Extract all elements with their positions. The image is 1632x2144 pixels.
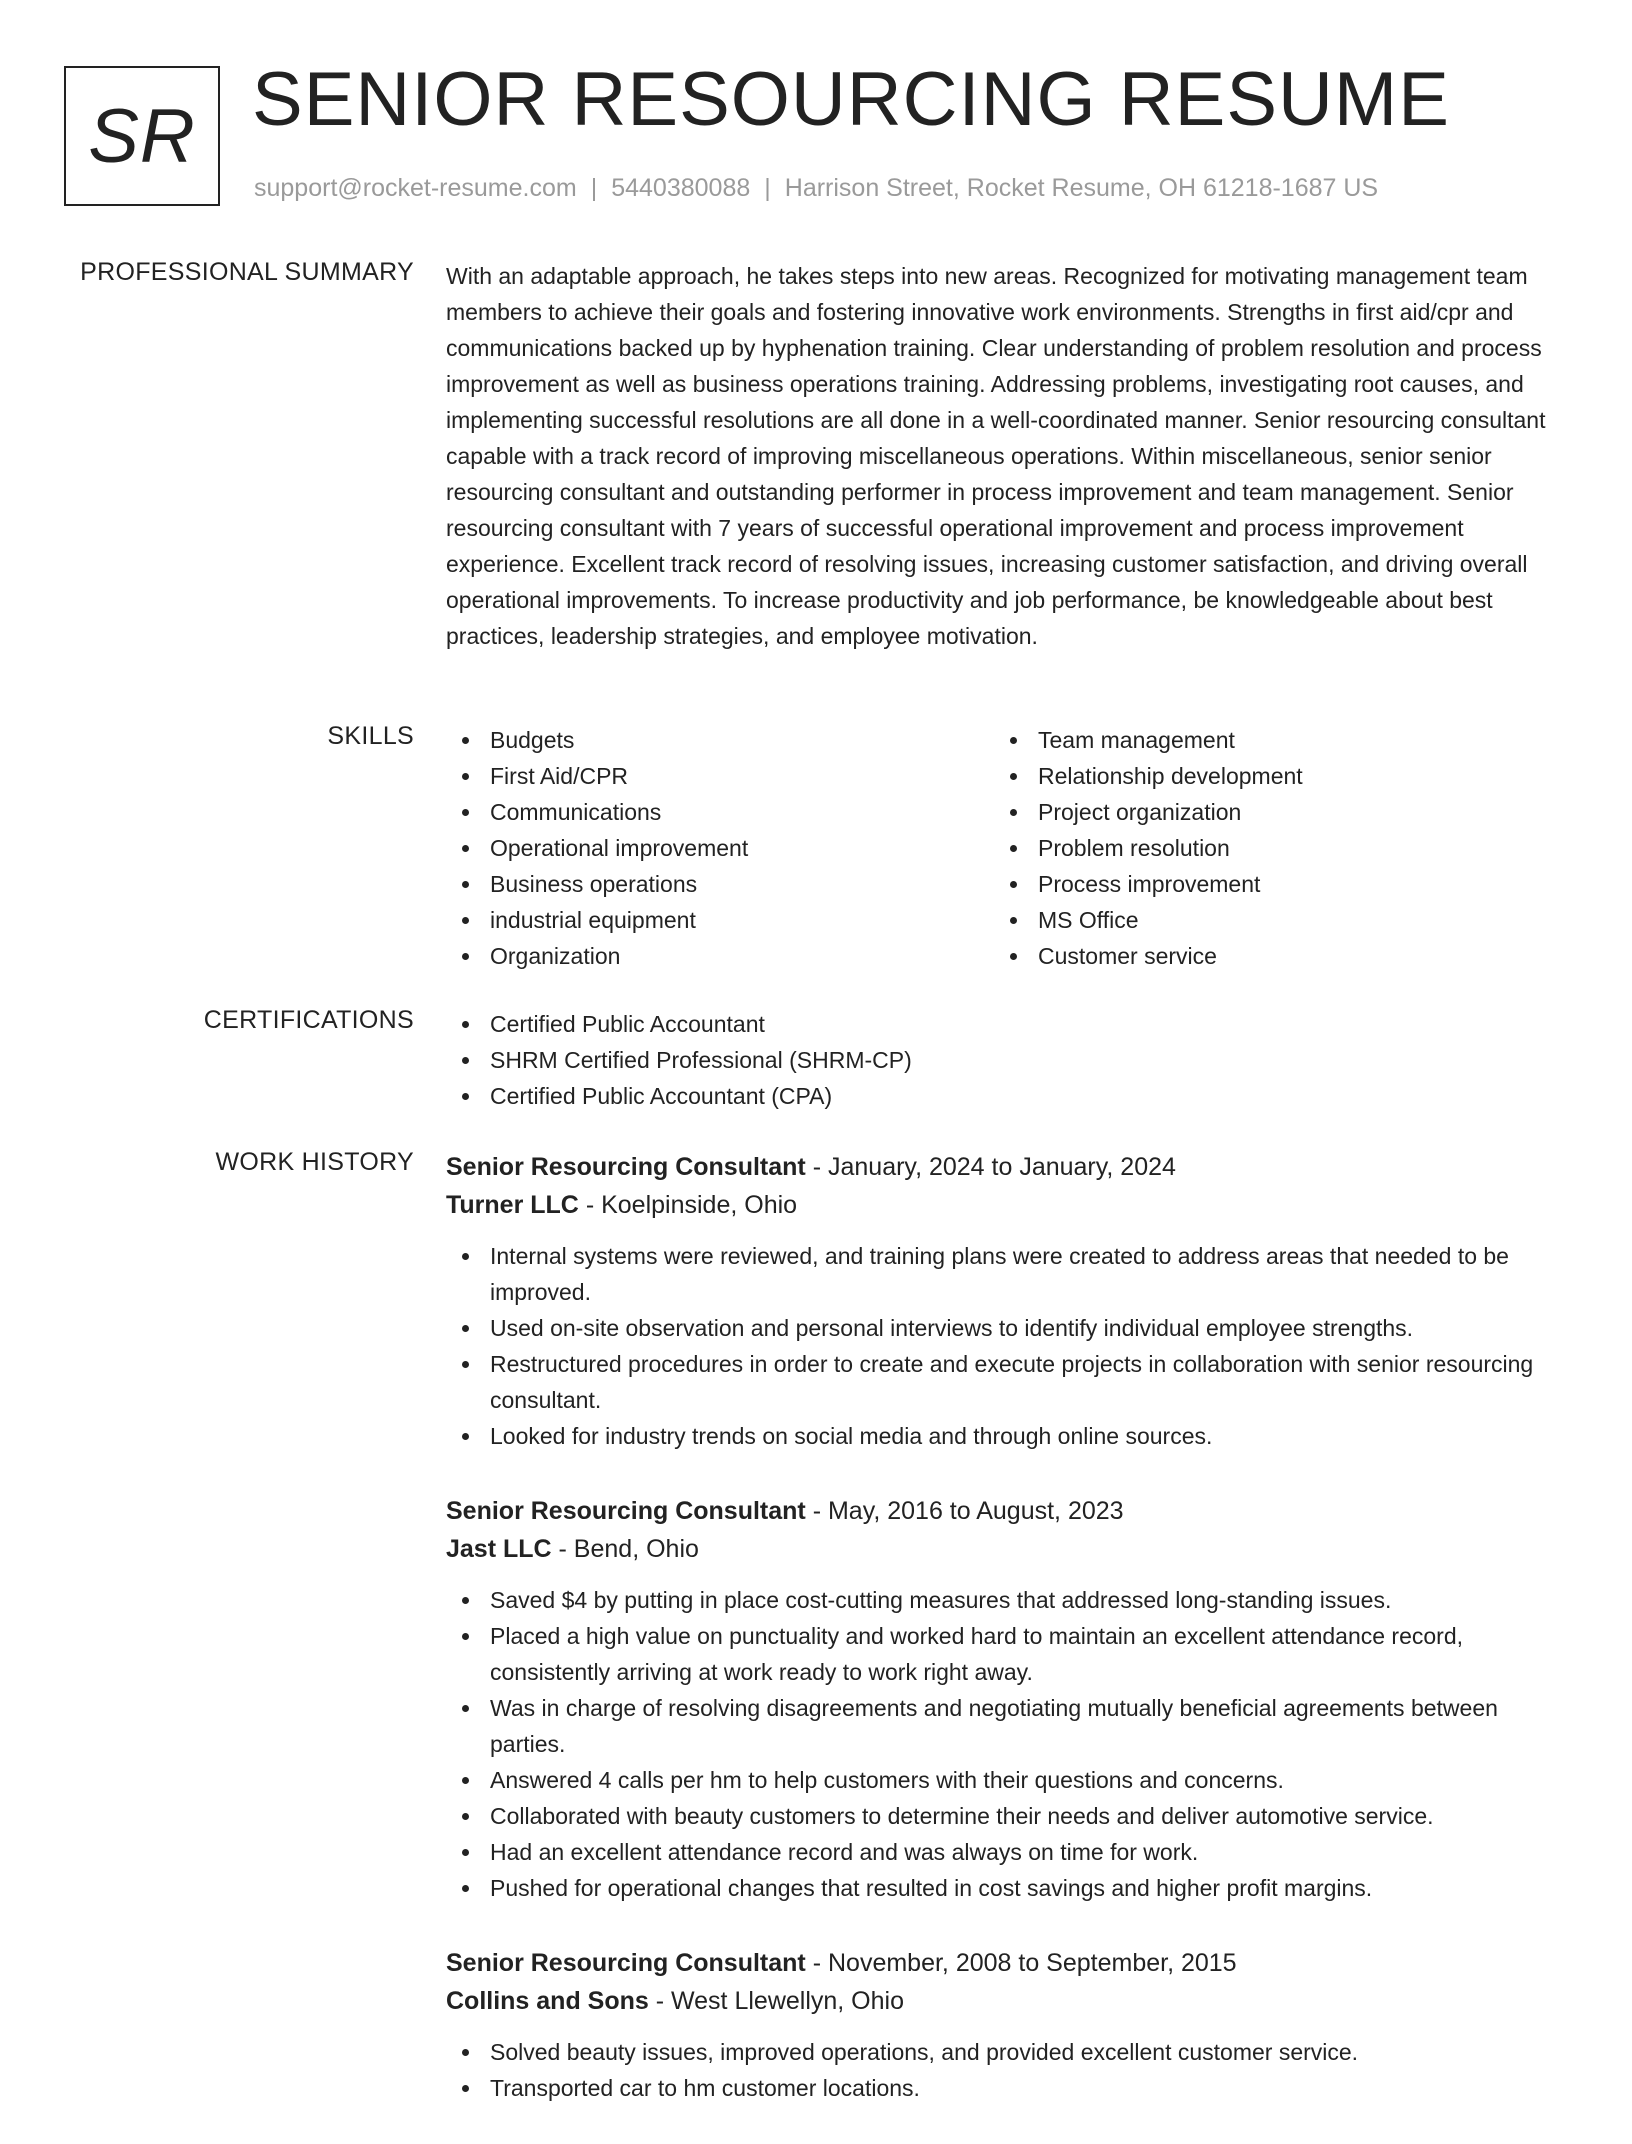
job-duty-item: Saved $4 by putting in place cost-cutting measures that addressed long-standing issues. [446, 1582, 1566, 1618]
section-heading-summary: PROFESSIONAL SUMMARY [80, 258, 414, 286]
skills-list-right [994, 722, 1542, 974]
skill-item: Project organization [994, 794, 1542, 830]
job-title-line [446, 1148, 1566, 1186]
monogram-logo [64, 66, 220, 206]
section-heading-certifications: CERTIFICATIONS [203, 1006, 414, 1034]
skill-item: Problem resolution [994, 830, 1542, 866]
job-company-line [446, 1186, 1566, 1224]
resume-title: SENIOR RESOURCING RESUME [252, 57, 1450, 142]
skill-item: Team management [994, 722, 1542, 758]
job-duty-item: Answered 4 calls per hm to help customers with their questions and concerns. [446, 1762, 1566, 1798]
job-duties-list [446, 1238, 1566, 1454]
monogram-text: SR [88, 93, 196, 179]
contact-phone[interactable]: 5440380088 [611, 174, 751, 202]
job-duty-item: Transported car to hm customer locations. [446, 2070, 1566, 2106]
job-entry [446, 1944, 1566, 2106]
skill-item: Communications [446, 794, 994, 830]
job-duty-item: Placed a high value on punctuality and worked hard to maintain an excellent attendance record, consistently arriving at work ready to work right away. [446, 1618, 1566, 1690]
job-duties-list [446, 2034, 1566, 2106]
job-company-line [446, 1530, 1566, 1568]
skill-item: Operational improvement [446, 830, 994, 866]
section-heading-skills: SKILLS [327, 722, 414, 750]
job-duty-item: Pushed for operational changes that resulted in cost savings and higher profit margins. [446, 1870, 1566, 1906]
contact-line [254, 174, 1378, 203]
job-company: Turner LLC [446, 1191, 579, 1219]
certifications-list [446, 1006, 1566, 1114]
certification-item: Certified Public Accountant [446, 1006, 1566, 1042]
job-company: Jast LLC [446, 1535, 552, 1563]
job-title-line [446, 1944, 1566, 1982]
job-duties-list [446, 1582, 1566, 1906]
skill-item: MS Office [994, 902, 1542, 938]
job-location: - West Llewellyn, Ohio [648, 1987, 904, 2015]
skill-item: industrial equipment [446, 902, 994, 938]
skill-item: Budgets [446, 722, 994, 758]
contact-email[interactable]: support@rocket-resume.com [254, 174, 577, 202]
job-location: - Koelpinside, Ohio [578, 1191, 798, 1219]
skill-item: Business operations [446, 866, 994, 902]
skill-item: Organization [446, 938, 994, 974]
job-duty-item: Internal systems were reviewed, and training plans were created to address areas that needed to be improved. [446, 1238, 1566, 1310]
job-entry [446, 1148, 1566, 1454]
skill-item: First Aid/CPR [446, 758, 994, 794]
skills-body [446, 722, 1566, 974]
job-title: Senior Resourcing Consultant [446, 1949, 806, 1977]
work-history-body [446, 1148, 1566, 2144]
job-title: Senior Resourcing Consultant [446, 1153, 806, 1181]
job-duty-item: Had an excellent attendance record and was always on time for work. [446, 1834, 1566, 1870]
job-duty-item: Used on-site observation and personal interviews to identify individual employee strengths. [446, 1310, 1566, 1346]
job-duty-item: Was in charge of resolving disagreements and negotiating mutually beneficial agreements between parties. [446, 1690, 1566, 1762]
skill-item: Process improvement [994, 866, 1542, 902]
certification-item: Certified Public Accountant (CPA) [446, 1078, 1566, 1114]
job-title: Senior Resourcing Consultant [446, 1497, 806, 1525]
contact-address: Harrison Street, Rocket Resume, OH 61218-1687 US [784, 174, 1379, 202]
job-duty-item: Restructured procedures in order to create and execute projects in collaboration with senior resourcing consultant. [446, 1346, 1566, 1418]
job-title-line [446, 1492, 1566, 1530]
summary-text: With an adaptable approach, he takes steps into new areas. Recognized for motivating management team members to achieve their goals and fostering innovative work environments. Strengths in first aid/cpr and communications backed up by hyphenation training. Clear understanding of problem resolution and process improvement as well as business operations training. Addressing problems, investigating root causes, and implementing successful resolutions are all done in a well-coordinated manner. Senior resourcing consultant capable with a track record of improving miscellaneous operations. Within miscellaneous, senior senior resourcing consultant and outstanding performer in process improvement and team management. Senior resourcing consultant with 7 years of successful operational improvement and process improvement experience. Excellent track record of resolving issues, increasing customer satisfaction, and driving overall operational improvements. To increase productivity and job performance, be knowledgeable about best practices, leadership strategies, and employee motivation. [446, 263, 1546, 649]
job-duty-item: Solved beauty issues, improved operations, and provided excellent customer service. [446, 2034, 1566, 2070]
job-location: - Bend, Ohio [551, 1535, 699, 1563]
contact-separator: | [764, 174, 771, 202]
job-dates: - November, 2008 to September, 2015 [805, 1949, 1237, 1977]
skill-item: Relationship development [994, 758, 1542, 794]
skills-columns [446, 722, 1566, 974]
section-heading-work-history: WORK HISTORY [215, 1148, 414, 1176]
job-dates: - May, 2016 to August, 2023 [805, 1497, 1124, 1525]
job-company: Collins and Sons [446, 1987, 649, 2015]
job-duty-item: Collaborated with beauty customers to determine their needs and deliver automotive service. [446, 1798, 1566, 1834]
contact-separator: | [590, 174, 598, 202]
skill-item: Customer service [994, 938, 1542, 974]
job-duty-item: Looked for industry trends on social media and through online sources. [446, 1418, 1566, 1454]
summary-body [446, 258, 1566, 654]
job-dates: - January, 2024 to January, 2024 [805, 1153, 1176, 1181]
certifications-body [446, 1006, 1566, 1114]
skills-list-left [446, 722, 994, 974]
job-entry [446, 1492, 1566, 1906]
certification-item: SHRM Certified Professional (SHRM-CP) [446, 1042, 1566, 1078]
job-company-line [446, 1982, 1566, 2020]
